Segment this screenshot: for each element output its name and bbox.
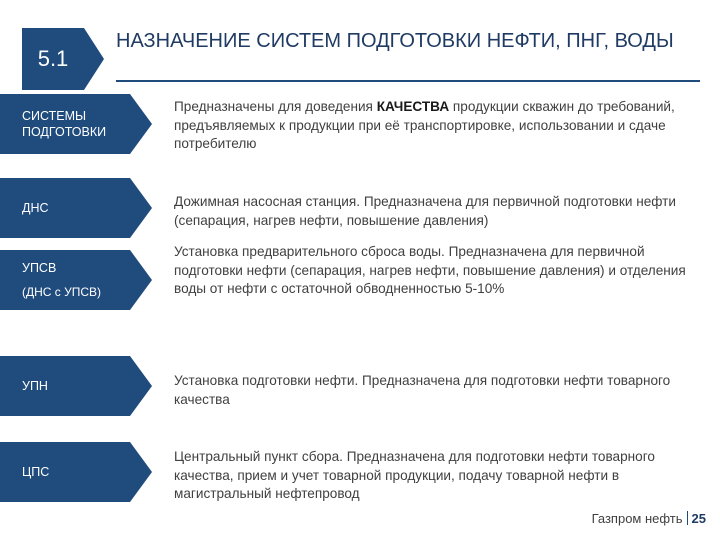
row-label: УПСВ <box>22 261 57 275</box>
row-label: ДНС <box>22 201 49 215</box>
section-number-box <box>22 28 104 90</box>
section-number: 5.1 <box>37 46 69 71</box>
row-sublabel: (ДНС с УПСВ) <box>22 285 102 299</box>
row-description: Установка подготовки нефти. Предназначена для подготовки нефти товарного качества <box>174 373 671 407</box>
row-label: ЦПС <box>22 465 50 479</box>
row-description: Дожимная насосная станция. Предназначена для первичной подготовки нефти (сепарация, нагрев нефти, повышение давления) <box>174 194 676 228</box>
row-label: СИСТЕМЫ ПОДГОТОВКИ <box>22 109 107 139</box>
row-tab <box>0 94 152 154</box>
page-title: НАЗНАЧЕНИЕ СИСТЕМ ПОДГОТОВКИ НЕФТИ, ПНГ, ВОДЫ <box>116 30 674 52</box>
row-description: Предназначены для доведения КАЧЕСТВА продукции скважин до требований, предъявляемых к продукции при её транспортировке, использовании и сдаче потребителю <box>174 99 675 151</box>
row-label: УПН <box>22 379 48 393</box>
row-tab <box>0 250 152 310</box>
company-name: Газпром нефть <box>591 511 683 526</box>
page-number: 25 <box>691 511 706 526</box>
footer-divider <box>687 511 688 525</box>
title-divider <box>116 80 700 82</box>
row-tab <box>0 178 152 238</box>
quality-emphasis: КАЧЕСТВА <box>376 99 450 114</box>
row-description: Центральный пункт сбора. Предназначена для подготовки нефти товарного качества, прием и учет товарной продукции, подачу товарной нефти в магистральный нефтепровод <box>174 449 655 501</box>
row-tab <box>0 356 152 416</box>
footer <box>592 511 706 526</box>
row-tab <box>0 442 152 502</box>
row-description: Установка предварительного сброса воды. Предназначена для первичной подготовки нефти (сепарация, нагрев нефти, повышение давления) и отделения воды от нефти с остаточной обводненностью 5-10% <box>174 244 686 296</box>
